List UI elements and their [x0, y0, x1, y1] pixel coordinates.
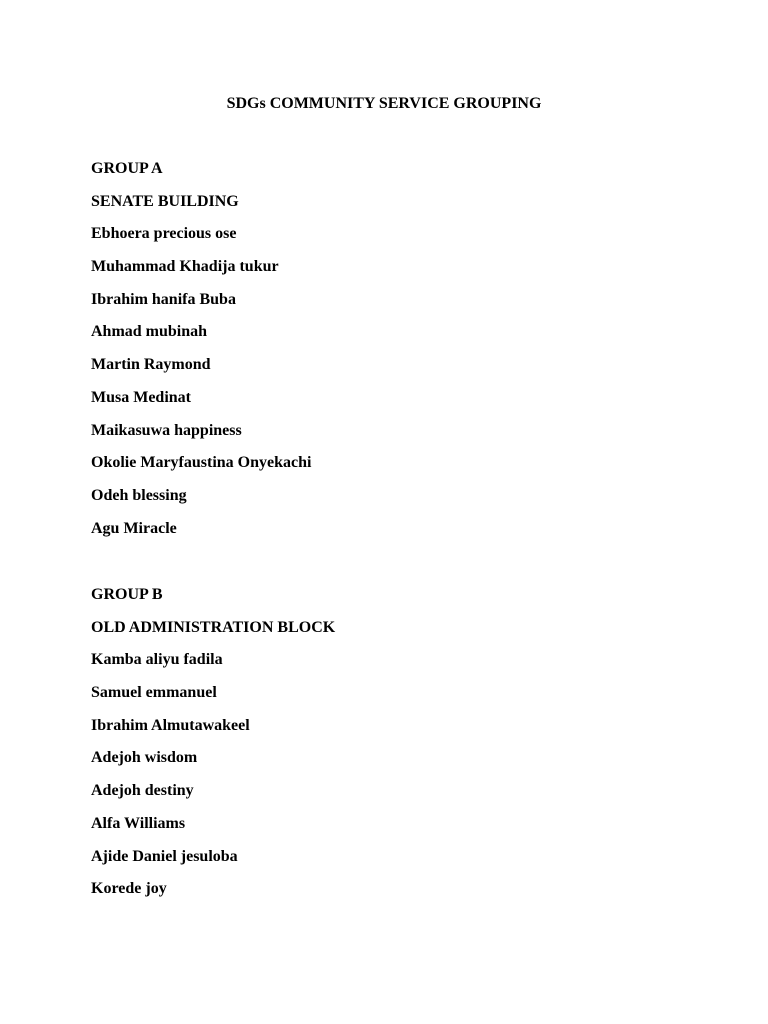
- member-name: Odeh blessing: [91, 486, 187, 504]
- member-name: Martin Raymond: [91, 356, 211, 374]
- member-name: Korede joy: [91, 880, 167, 898]
- member-name: Samuel emmanuel: [91, 684, 217, 702]
- member-list: [91, 224, 691, 538]
- member-name: Ibrahim Almutawakeel: [91, 716, 250, 734]
- member-name: Maikasuwa happiness: [91, 421, 242, 439]
- member-list: [91, 650, 691, 899]
- member-name: Agu Miracle: [91, 519, 177, 537]
- member-name: Adejoh destiny: [91, 782, 194, 800]
- member-name: Adejoh wisdom: [91, 749, 198, 767]
- group-b-section: [91, 585, 691, 912]
- group-location: OLD ADMINISTRATION BLOCK: [91, 618, 336, 636]
- member-name: Ebhoera precious ose: [91, 225, 237, 243]
- member-name: Ahmad mubinah: [91, 323, 208, 341]
- group-label: GROUP B: [91, 586, 163, 603]
- member-name: Alfa Williams: [91, 814, 186, 832]
- member-name: Okolie Maryfaustina Onyekachi: [91, 454, 312, 472]
- member-name: Kamba aliyu fadila: [91, 651, 223, 669]
- member-name: Musa Medinat: [91, 388, 191, 406]
- member-name: Ajide Daniel jesuloba: [91, 847, 238, 865]
- member-name: Muhammad Khadija tukur: [91, 258, 279, 276]
- document-title: SDGs COMMUNITY SERVICE GROUPING: [226, 95, 542, 112]
- group-a-section: [91, 159, 691, 551]
- group-label: GROUP A: [91, 160, 163, 177]
- member-name: Ibrahim hanifa Buba: [91, 290, 236, 308]
- group-location: SENATE BUILDING: [91, 192, 239, 210]
